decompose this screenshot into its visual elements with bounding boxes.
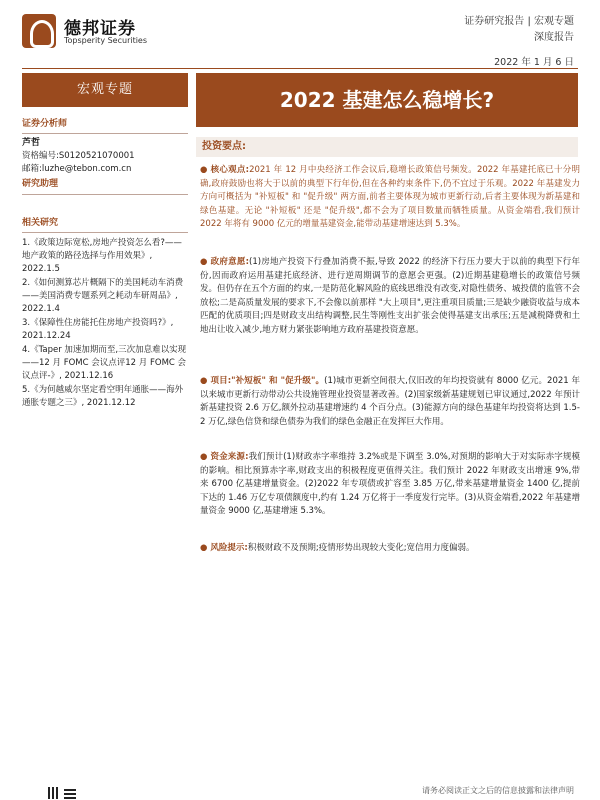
column-title: 宏观专题 — [22, 73, 188, 107]
analyst-email[interactable]: 邮箱:luzhe@tebon.com.cn — [22, 164, 132, 174]
logo-mark-icon — [22, 14, 56, 48]
paragraph-lead: 政府意愿: — [210, 257, 250, 267]
bullet-icon: ● — [200, 376, 208, 386]
report-subtype: 深度报告 — [534, 32, 574, 43]
bullet-icon: ● — [200, 257, 208, 267]
report-type-block — [464, 14, 574, 46]
government-will-paragraph — [200, 256, 580, 337]
core-view-paragraph — [200, 164, 580, 232]
paragraph-lead: 项目:"补短板" 和 "促升级"。 — [210, 376, 325, 386]
report-type: 证券研究报告 | 宏观专题 — [464, 16, 574, 27]
qr-code-icon — [48, 787, 60, 799]
paragraph-body: (1)城市更新空间很大,仅旧改的年均投资就有 8000 亿元。2021 年以来城市更新行动带动公共设施管理业投资显著改善。(2)国家级新基建规划已审议通过,2022 年预计新基建投资 2.6 万亿,额外拉动基建增速约 4 个百分点。(3)能源方向的绿色基建年均投资将达到 1.5-2 万亿,绿色信贷和绿色债券为我们的绿色金融正在发挥巨大作用。 — [200, 376, 580, 427]
investment-highlights-label: 投资要点: — [196, 137, 578, 157]
paragraph-body: (1)房地产投资下行叠加消费不振,导致 2022 的经济下行压力要大于以前的典型下行年份,因而政府运用基建托底经济、进行逆周期调节的意愿会更强。(2)近期基建稳增长的政策信号频发。但仍存在五个方面的约束,一是防范化解风险的底线思维没有改变,对隐性债务、城投债的监管不会放松;二是高质量发展的要求下,不会像以前那样 "大上项目",更注重项目质量;三是缺少融资收益与成本匹配的优质项目;四是财政支出结构调整,民生等刚性支出扩张会使得基建支出承压;五是减税降费和土地出让收入减少,地方财力紧张影响地方政府基建投资意愿。 — [200, 257, 580, 335]
paragraph-body: 我们预计(1)财政赤字率维持 3.2%或是下调至 3.0%,对预期的影响大于对实际赤字规模的影响。相比预算赤字率,财政支出的积极程度更值得关注。我们预计 2022 年财政支出增速 9%,带来 6700 亿基建增量资金。(2)2022 年专项债或扩容至 3.85 万亿,带来基建增量资金 1400 亿,提前下达的 1.46 万亿专项债额度中,约有 1.24 万亿将于一季度发行完毕。(3)从资金端看,2022 年基建增量资金 9000 亿,基建增速 5.3%。 — [200, 452, 580, 516]
bullet-icon: ● — [200, 165, 208, 175]
sidebar — [22, 118, 188, 411]
qr-code-icon — [64, 787, 76, 799]
logo-english-name: Topsperity Securities — [64, 36, 148, 45]
page-title: 2022 基建怎么稳增长? — [196, 73, 578, 127]
report-date: 2022 年 1 月 6 日 — [494, 57, 574, 68]
paragraph-body: 2021 年 12 月中央经济工作会议后,稳增长政策信号频发。2022 年基建托底已十分明确,政府鼓励也将大于以前的典型下行年份,但在各种约束条件下,仍不宜过于乐观。2022 年基建发力方向可概括为 "补短板" 和 "促升级" 两方面,前者主要体现为城市更新行动,后者主要体现为新基建和绿色基建。无论 "补短板" 还是 "促升级",都不会为了项目数量而牺牲质量。从资金端看,我们预计 2022 年将有 9000 亿元的增量基建资金,能带动基建增速达到 5.3%。 — [200, 165, 581, 229]
related-item[interactable]: 5.《为何越威尔坚定看空明年通胀——海外通胀专题之三》, 2021.12.12 — [22, 385, 184, 408]
bullet-icon: ● — [200, 543, 208, 553]
assistant-label: 研究助理 — [22, 176, 188, 195]
analyst-name: 芦哲 — [22, 138, 41, 148]
analyst-cert: 资格编号:S0120521070001 — [22, 151, 135, 161]
paragraph-lead: 核心观点: — [210, 165, 250, 175]
logo-name: 德邦证券 — [64, 19, 136, 39]
related-item[interactable]: 4.《Taper 加速加期而至,三次加息难以实现——12 月 FOMC 会议点评12 月 FOMC 会议点评-》, 2021.12.16 — [22, 345, 187, 381]
company-logo — [22, 10, 232, 50]
related-label: 相关研究 — [22, 217, 188, 233]
related-item[interactable]: 2.《如何测算芯片概隔下的美国耗动车消费——美国消费专题系列之耗动车研周品》, 2022.1.4 — [22, 278, 184, 314]
bullet-icon: ● — [200, 452, 208, 462]
paragraph-lead: 资金来源: — [210, 452, 249, 462]
paragraph-body: 积极财政不及预期;疫情形势出现较大变化;宽信用力度偏弱。 — [247, 543, 475, 553]
projects-paragraph — [200, 375, 580, 429]
related-item[interactable]: 3.《保障性住房能托住房地产投资吗?》, 2021.12.24 — [22, 318, 174, 341]
related-item[interactable]: 1.《政策边际宽松,房地产投资怎么看?——地产政策的路径选择与作用效果》, 2022.1.5 — [22, 238, 182, 274]
risk-paragraph — [200, 542, 580, 556]
header-divider — [22, 68, 578, 69]
funding-paragraph — [200, 451, 580, 519]
disclaimer-footer: 请务必阅读正文之后的信息披露和法律声明 — [422, 786, 574, 795]
paragraph-lead: 风险提示: — [210, 543, 248, 553]
analyst-label: 证券分析师 — [22, 118, 188, 134]
